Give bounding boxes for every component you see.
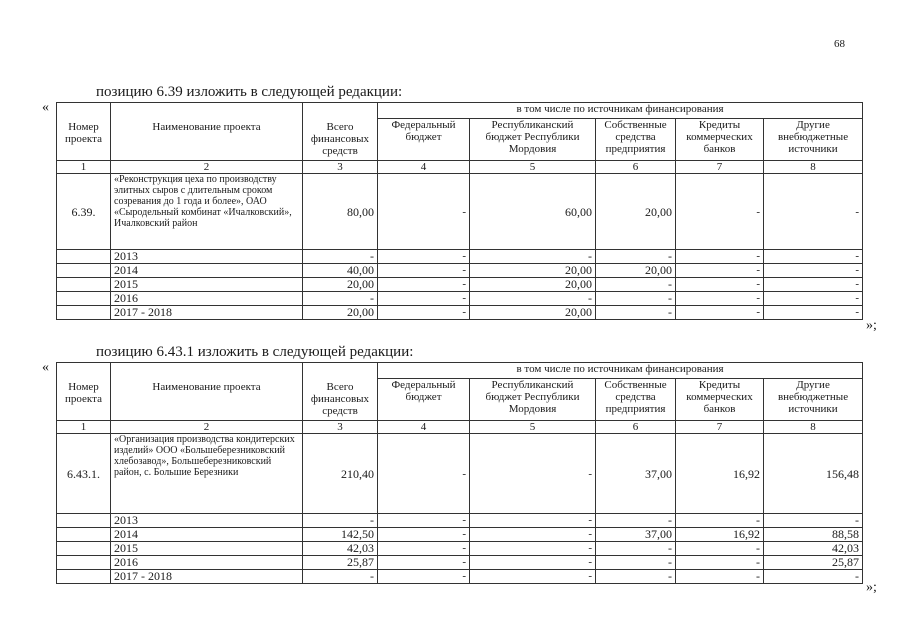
cell-other: 25,87 — [764, 556, 863, 570]
cell-credits: - — [676, 292, 764, 306]
col-number: 8 — [764, 161, 863, 174]
col-header-other: Другие внебюджетные источники — [764, 379, 863, 421]
cell-other: - — [764, 570, 863, 584]
project-name: «Реконструкция цеха по производству элитных сыров с длительным сроком созревания до 1 года и более», ОАО «Сыродельный комбинат «Ичалковский», Ичалковский район — [111, 174, 303, 250]
cell-credits: - — [676, 514, 764, 528]
cell-federal: - — [378, 306, 470, 320]
cell-own: 20,00 — [596, 174, 676, 250]
cell-credits: 16,92 — [676, 434, 764, 514]
cell-total: - — [303, 250, 378, 264]
financing-table — [56, 102, 863, 320]
cell-other: 42,03 — [764, 542, 863, 556]
financing-table — [56, 362, 863, 584]
project-number: 6.43.1. — [57, 434, 111, 514]
cell-republican: - — [470, 528, 596, 542]
cell-republican: 20,00 — [470, 264, 596, 278]
cell-other: - — [764, 174, 863, 250]
cell-federal: - — [378, 528, 470, 542]
cell-total: 142,50 — [303, 528, 378, 542]
cell-own: - — [596, 542, 676, 556]
year-row — [57, 250, 863, 264]
col-header-name: Наименование проекта — [111, 363, 303, 421]
close-quote: »; — [866, 580, 877, 595]
col-number: 1 — [57, 421, 111, 434]
year-label: 2015 — [111, 542, 303, 556]
col-number: 3 — [303, 421, 378, 434]
cell-own: - — [596, 514, 676, 528]
cell-credits: - — [676, 264, 764, 278]
cell-republican: - — [470, 570, 596, 584]
col-header-credits: Кредиты коммерческих банков — [676, 379, 764, 421]
cell-federal: - — [378, 278, 470, 292]
cell-own: - — [596, 292, 676, 306]
cell-other: - — [764, 292, 863, 306]
cell-own: - — [596, 278, 676, 292]
cell-other: - — [764, 264, 863, 278]
cell-credits: - — [676, 306, 764, 320]
cell-total: 80,00 — [303, 174, 378, 250]
page-number: 68 — [834, 38, 845, 50]
cell-federal: - — [378, 556, 470, 570]
col-header-number: Номер проекта — [57, 103, 111, 161]
cell-republican: - — [470, 542, 596, 556]
cell-credits: - — [676, 250, 764, 264]
cell-own: - — [596, 306, 676, 320]
project-number: 6.39. — [57, 174, 111, 250]
col-number: 5 — [470, 421, 596, 434]
col-number: 1 — [57, 161, 111, 174]
open-quote: « — [42, 360, 49, 375]
year-row — [57, 556, 863, 570]
col-number: 3 — [303, 161, 378, 174]
year-row — [57, 514, 863, 528]
col-header-credits: Кредиты коммерческих банков — [676, 119, 764, 161]
col-header-federal: Федеральный бюджет — [378, 379, 470, 421]
cell-federal: - — [378, 434, 470, 514]
cell-credits: - — [676, 278, 764, 292]
cell-republican: 20,00 — [470, 278, 596, 292]
year-label: 2013 — [111, 250, 303, 264]
cell-other: 88,58 — [764, 528, 863, 542]
close-quote: »; — [866, 318, 877, 333]
cell-credits: - — [676, 174, 764, 250]
year-label: 2013 — [111, 514, 303, 528]
cell-credits: - — [676, 542, 764, 556]
cell-republican: 20,00 — [470, 306, 596, 320]
cell-own: - — [596, 570, 676, 584]
financing-sources-header: в том числе по источникам финансирования — [378, 363, 863, 379]
col-number: 6 — [596, 421, 676, 434]
col-number: 4 — [378, 421, 470, 434]
cell-total: 20,00 — [303, 278, 378, 292]
col-header-own: Собственные средства предприятия — [596, 379, 676, 421]
col-header-other: Другие внебюджетные источники — [764, 119, 863, 161]
section-heading: позицию 6.39 изложить в следующей редакции: — [96, 84, 403, 100]
year-row — [57, 264, 863, 278]
col-number: 5 — [470, 161, 596, 174]
col-number: 2 — [111, 161, 303, 174]
year-label: 2017 - 2018 — [111, 306, 303, 320]
year-label: 2016 — [111, 292, 303, 306]
year-row — [57, 292, 863, 306]
cell-republican: - — [470, 250, 596, 264]
year-label: 2014 — [111, 528, 303, 542]
cell-total: 42,03 — [303, 542, 378, 556]
cell-credits: 16,92 — [676, 528, 764, 542]
cell-own: 37,00 — [596, 528, 676, 542]
cell-total: 40,00 — [303, 264, 378, 278]
col-header-total: Всего финансовых средств — [303, 363, 378, 421]
col-number: 4 — [378, 161, 470, 174]
cell-total: - — [303, 514, 378, 528]
col-header-republican: Республиканский бюджет Республики Мордовия — [470, 379, 596, 421]
col-number: 6 — [596, 161, 676, 174]
cell-credits: - — [676, 570, 764, 584]
cell-federal: - — [378, 292, 470, 306]
col-header-name: Наименование проекта — [111, 103, 303, 161]
col-header-federal: Федеральный бюджет — [378, 119, 470, 161]
cell-own: - — [596, 556, 676, 570]
project-row — [57, 434, 863, 514]
cell-other: - — [764, 278, 863, 292]
col-header-republican: Республиканский бюджет Республики Мордовия — [470, 119, 596, 161]
cell-total: 25,87 — [303, 556, 378, 570]
cell-federal: - — [378, 250, 470, 264]
cell-republican: 60,00 — [470, 174, 596, 250]
col-header-total: Всего финансовых средств — [303, 103, 378, 161]
cell-own: 20,00 — [596, 264, 676, 278]
year-row — [57, 278, 863, 292]
cell-total: 20,00 — [303, 306, 378, 320]
cell-total: - — [303, 570, 378, 584]
year-row — [57, 570, 863, 584]
cell-total: - — [303, 292, 378, 306]
cell-federal: - — [378, 174, 470, 250]
cell-total: 210,40 — [303, 434, 378, 514]
col-number: 7 — [676, 161, 764, 174]
section-heading: позицию 6.43.1 изложить в следующей редакции: — [96, 344, 414, 360]
project-name: «Организация производства кондитерских изделий» ООО «Большеберезниковский хлебозавод», Большеберезниковский район, с. Большие Березники — [111, 434, 303, 514]
col-header-number: Номер проекта — [57, 363, 111, 421]
col-number: 2 — [111, 421, 303, 434]
year-label: 2014 — [111, 264, 303, 278]
cell-other: - — [764, 250, 863, 264]
cell-own: - — [596, 250, 676, 264]
cell-republican: - — [470, 556, 596, 570]
year-label: 2017 - 2018 — [111, 570, 303, 584]
project-row — [57, 174, 863, 250]
year-row — [57, 306, 863, 320]
cell-other: 156,48 — [764, 434, 863, 514]
cell-republican: - — [470, 292, 596, 306]
col-header-own: Собственные средства предприятия — [596, 119, 676, 161]
cell-own: 37,00 — [596, 434, 676, 514]
col-number: 7 — [676, 421, 764, 434]
col-number: 8 — [764, 421, 863, 434]
cell-other: - — [764, 514, 863, 528]
cell-republican: - — [470, 514, 596, 528]
cell-federal: - — [378, 570, 470, 584]
financing-sources-header: в том числе по источникам финансирования — [378, 103, 863, 119]
cell-federal: - — [378, 514, 470, 528]
cell-federal: - — [378, 264, 470, 278]
year-row — [57, 528, 863, 542]
year-label: 2015 — [111, 278, 303, 292]
year-label: 2016 — [111, 556, 303, 570]
cell-republican: - — [470, 434, 596, 514]
cell-federal: - — [378, 542, 470, 556]
cell-other: - — [764, 306, 863, 320]
cell-credits: - — [676, 556, 764, 570]
year-row — [57, 542, 863, 556]
open-quote: « — [42, 100, 49, 115]
